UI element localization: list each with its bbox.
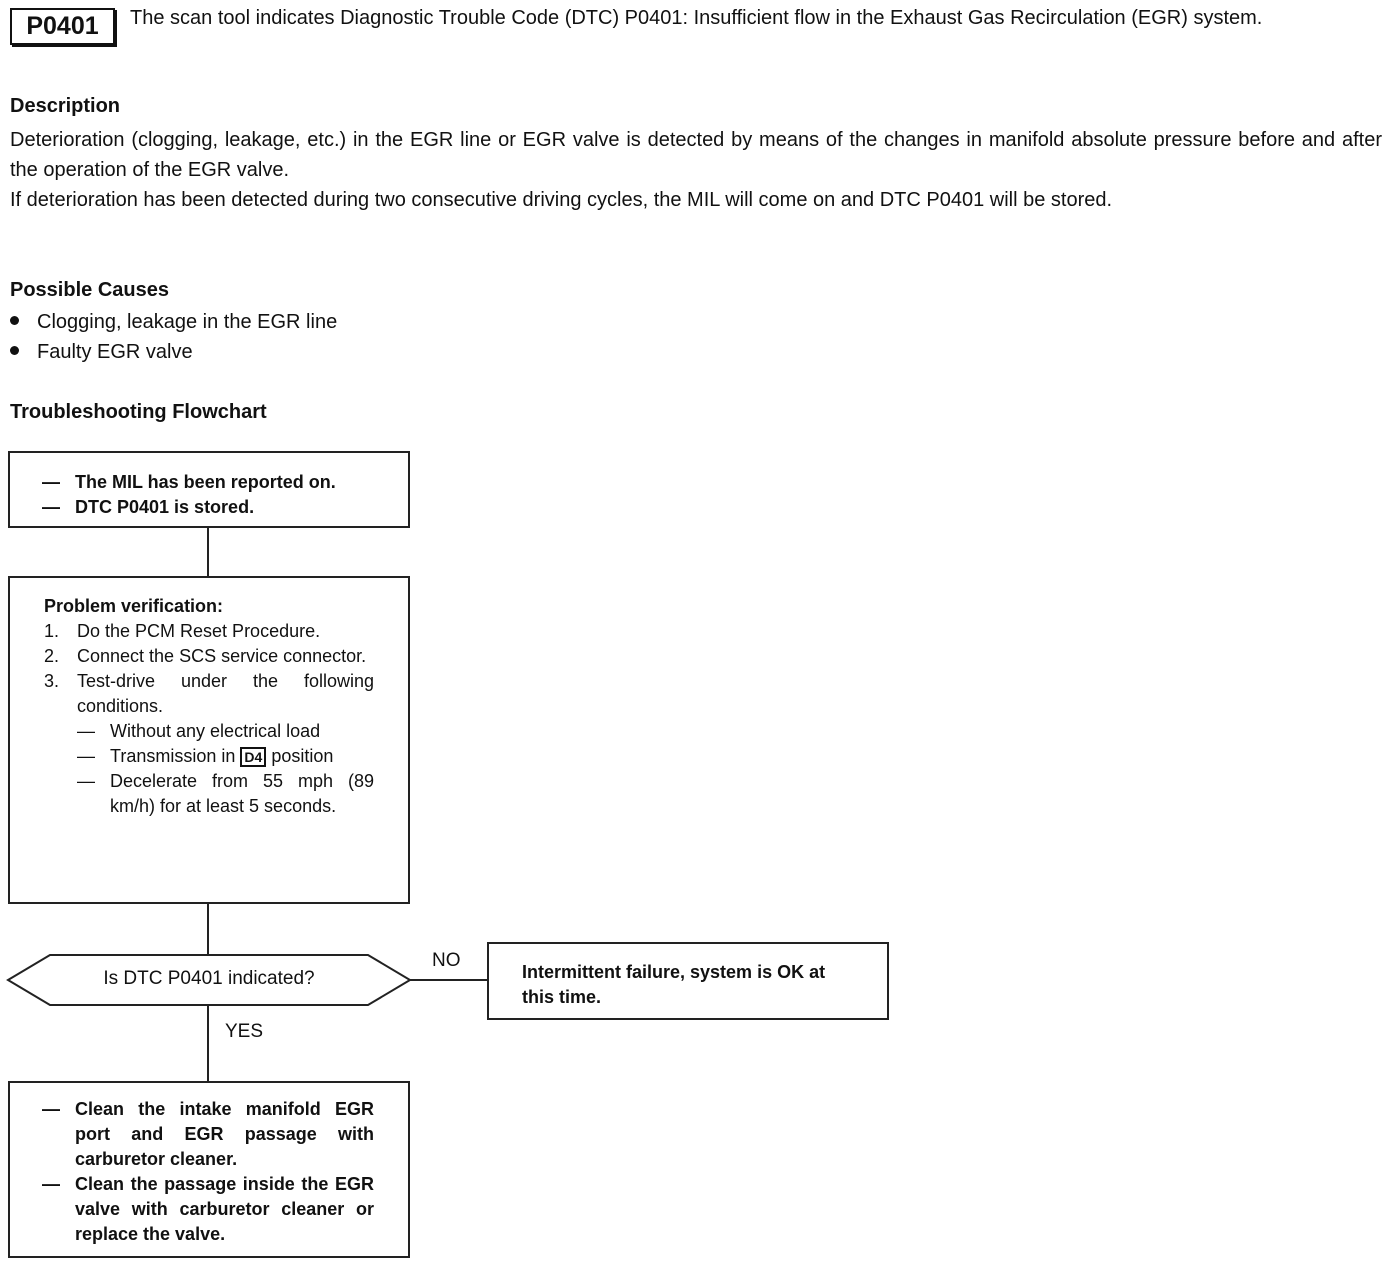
start-box: [8, 451, 410, 528]
connector-line: [207, 528, 209, 576]
d4-position-icon: D4: [240, 747, 266, 767]
start-line-2: — DTC P0401 is stored.: [42, 495, 388, 520]
connector-line: [410, 979, 488, 981]
connector-line: [207, 1006, 209, 1082]
description-text: [10, 125, 1382, 215]
dash-icon: —: [42, 1174, 60, 1194]
verification-title: Problem verification:: [44, 596, 224, 616]
step-2: 2. Connect the SCS service connector.: [44, 646, 367, 666]
step-3: 3. Test-drive under the following conditions. — Without any electrical load — Transmission in D4 position — Decelerate from 55 mph (89 km/h) for at least 5 seconds.: [44, 669, 374, 819]
no-label: NO: [432, 950, 461, 971]
step-1: 1. Do the PCM Reset Procedure.: [44, 621, 321, 641]
description-para-1: Deterioration (clogging, leakage, etc.) in the EGR line or EGR valve is detected by means of the changes in manifold absolute pressure before and after the operation of the EGR valve.: [10, 129, 1382, 181]
dash-icon: —: [42, 472, 60, 492]
start-line-1: — The MIL has been reported on.: [42, 470, 388, 495]
bullet-icon: [10, 346, 19, 355]
cause-text-2: Faulty EGR valve: [37, 341, 193, 363]
description-heading: Description: [10, 95, 121, 117]
yes-label: YES: [225, 1021, 264, 1042]
flowchart-heading: Troubleshooting Flowchart: [10, 401, 267, 423]
no-result-text: Intermittent failure, system is OK at this time.: [522, 962, 826, 1007]
yes-result-line-1: — Clean the intake manifold EGR port and EGR passage with carburetor cleaner.: [42, 1097, 374, 1172]
cause-item-1: [10, 307, 337, 337]
sub-condition-1: — Without any electrical load: [77, 719, 374, 744]
dash-icon: —: [77, 721, 95, 741]
verification-steps: [44, 619, 374, 819]
decision-question: Is DTC P0401 indicated?: [103, 968, 315, 989]
sub-condition-3: — Decelerate from 55 mph (89 km/h) for at least 5 seconds.: [77, 769, 374, 819]
connector-line: [207, 904, 209, 956]
dtc-code-badge: P0401: [10, 8, 115, 45]
description-para-2: If deterioration has been detected during two consecutive driving cycles, the MIL will come on and DTC P0401 will be stored.: [10, 189, 1113, 211]
dash-icon: —: [42, 1099, 60, 1119]
causes-heading: Possible Causes: [10, 279, 169, 301]
dash-icon: —: [77, 746, 95, 766]
no-result-box: [487, 942, 889, 1020]
dash-icon: —: [42, 497, 60, 517]
bullet-icon: [10, 316, 19, 325]
header-text: The scan tool indicates Diagnostic Trouble Code (DTC) P0401: Insufficient flow in the Exhaust Gas Recirculation (EGR) system.: [130, 7, 1263, 29]
cause-item-2: [10, 337, 193, 367]
cause-text-1: Clogging, leakage in the EGR line: [37, 311, 338, 333]
yes-result-line-2: — Clean the passage inside the EGR valve with carburetor cleaner or replace the valve.: [42, 1172, 374, 1247]
yes-result-box: [8, 1081, 410, 1258]
sub-condition-2: — Transmission in D4 position: [77, 744, 374, 769]
dash-icon: —: [77, 771, 95, 791]
verification-box: [8, 576, 410, 904]
